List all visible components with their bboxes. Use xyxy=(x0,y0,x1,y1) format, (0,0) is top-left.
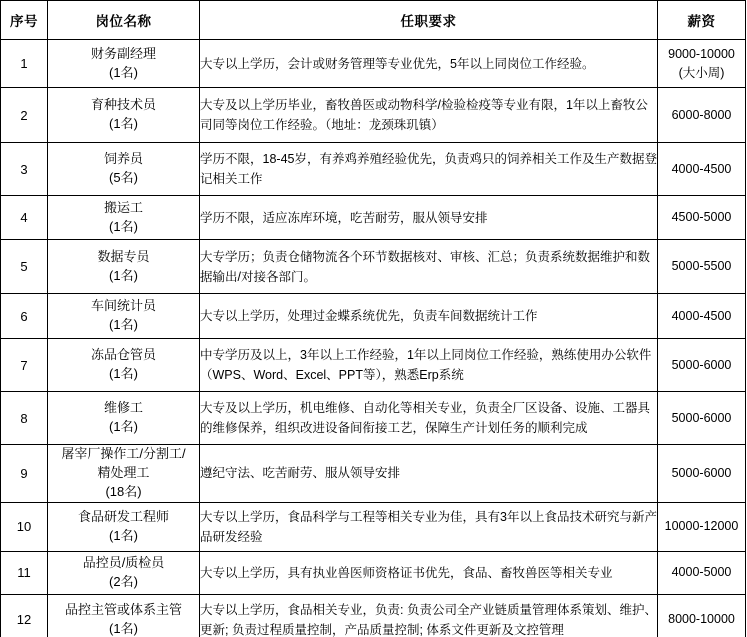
position-name-line1: 冻品仓管员 xyxy=(90,347,156,363)
position-salary xyxy=(658,392,746,445)
table-row xyxy=(1,339,746,392)
position-requirement: 大专以上学历，具有执业兽医师资格证书优先，食品、畜牧兽医等相关专业 xyxy=(200,551,658,594)
salary-range: 8000-10000 xyxy=(668,612,735,627)
position-count: (18名) xyxy=(105,483,142,499)
position-salary xyxy=(658,240,746,294)
table-row xyxy=(1,551,746,594)
position-count: (1名) xyxy=(109,527,138,543)
position-count: (2名) xyxy=(109,573,138,589)
position-name-line1: 饲养员 xyxy=(103,151,143,167)
salary-range: 4500-5000 xyxy=(671,210,732,225)
salary-range: 5000-6000 xyxy=(671,465,732,480)
column-header-position-name: 岗位名称 xyxy=(48,1,200,40)
position-count: (1名) xyxy=(109,267,138,283)
row-number: 3 xyxy=(1,143,48,196)
column-header-requirements: 任职要求 xyxy=(200,1,658,40)
position-requirement: 大专以上学历，食品科学与工程等相关专业为佳，具有3年以上食品技术研究与新产品研发经验 xyxy=(200,502,658,551)
table-header-row xyxy=(1,1,746,40)
position-requirement: 大专及以上学历毕业，畜牧兽医或动物科学/检验检疫等专业有限，1年以上畜牧公司同等岗位工作经验。（地址：龙颈珠玑镇） xyxy=(200,88,658,143)
salary-range: 5000-5500 xyxy=(671,259,732,274)
position-name xyxy=(48,88,200,143)
position-name-line1: 数据专员 xyxy=(97,248,150,264)
position-requirement: 大专以上学历，食品相关专业，负责: 负责公司全产业链质量管理体系策划、维护、更新; 负责过程质量控制，产品质量控制; 体系文件更新及文控管理 xyxy=(200,594,658,637)
position-count: (1名) xyxy=(109,366,138,381)
salary-range: 4000-4500 xyxy=(671,308,732,323)
position-salary xyxy=(658,88,746,143)
position-name xyxy=(48,143,200,196)
position-name xyxy=(48,502,200,551)
row-number: 9 xyxy=(1,445,48,503)
position-salary xyxy=(658,40,746,88)
position-name xyxy=(48,40,200,88)
position-salary xyxy=(658,594,746,637)
salary-range: 5000-6000 xyxy=(671,357,732,372)
position-count: (5名) xyxy=(109,170,138,185)
position-name xyxy=(48,551,200,594)
salary-range: 10000-12000 xyxy=(664,519,739,534)
position-count: (1名) xyxy=(109,620,138,636)
position-name-line2: 精处理工 xyxy=(97,464,150,480)
position-name xyxy=(48,294,200,339)
table-row xyxy=(1,40,746,88)
row-number: 5 xyxy=(1,240,48,294)
position-name-line1: 食品研发工程师 xyxy=(77,508,169,524)
table-row xyxy=(1,392,746,445)
position-name-line1: 车间统计员 xyxy=(90,298,156,314)
salary-range: 6000-8000 xyxy=(671,107,732,122)
position-name-line1: 品控主管或体系主管 xyxy=(64,601,182,617)
salary-range: 5000-6000 xyxy=(671,410,732,425)
position-salary xyxy=(658,502,746,551)
table-body xyxy=(1,40,746,637)
table-row xyxy=(1,502,746,551)
position-requirement: 大专及以上学历，机电维修、自动化等相关专业，负责全厂区设备、设施、工器具的维修保养，组织改进设备间衔接工艺，保障生产计划任务的顺利完成 xyxy=(200,392,658,445)
row-number: 7 xyxy=(1,339,48,392)
position-count: (1名) xyxy=(109,419,138,434)
position-salary xyxy=(658,143,746,196)
row-number: 4 xyxy=(1,196,48,240)
row-number: 1 xyxy=(1,40,48,88)
position-requirement: 学历不限，18-45岁，有养鸡养殖经验优先，负责鸡只的饲养相关工作及生产数据登记相关工作 xyxy=(200,143,658,196)
column-header-salary: 薪资 xyxy=(658,1,746,40)
position-name-line1: 育种技术员 xyxy=(90,97,156,113)
table-row xyxy=(1,445,746,503)
position-count: (1名) xyxy=(109,317,138,332)
row-number: 12 xyxy=(1,594,48,637)
salary-range: 4000-5000 xyxy=(671,565,732,580)
row-number: 6 xyxy=(1,294,48,339)
position-salary xyxy=(658,551,746,594)
position-name xyxy=(48,445,200,503)
row-number: 2 xyxy=(1,88,48,143)
table-row xyxy=(1,594,746,637)
column-header-no: 序号 xyxy=(1,1,48,40)
table-row xyxy=(1,143,746,196)
position-name xyxy=(48,594,200,637)
position-requirement: 遵纪守法、吃苦耐劳、服从领导安排 xyxy=(200,445,658,503)
position-name-line1: 屠宰厂操作工/分割工/ xyxy=(61,446,186,461)
table-row xyxy=(1,294,746,339)
position-count: (1名) xyxy=(109,218,138,234)
salary-range: 9000-10000 xyxy=(668,46,735,61)
position-name-line1: 品控员/质检员 xyxy=(82,554,165,570)
row-number: 11 xyxy=(1,551,48,594)
position-name-line1: 维修工 xyxy=(103,400,143,416)
row-number: 10 xyxy=(1,502,48,551)
position-salary xyxy=(658,339,746,392)
table-row xyxy=(1,88,746,143)
position-requirement: 大专以上学历，会计或财务管理等专业优先，5年以上同岗位工作经验。 xyxy=(200,40,658,88)
table-header xyxy=(1,1,746,40)
table-row xyxy=(1,196,746,240)
position-name xyxy=(48,339,200,392)
table-row xyxy=(1,240,746,294)
position-salary xyxy=(658,294,746,339)
position-count: (1名) xyxy=(109,116,138,131)
row-number: 8 xyxy=(1,392,48,445)
position-count: (1名) xyxy=(109,64,138,80)
position-name-line1: 搬运工 xyxy=(103,199,143,215)
position-salary xyxy=(658,196,746,240)
position-requirement: 大专以上学历，处理过金蝶系统优先，负责车间数据统计工作 xyxy=(200,294,658,339)
position-salary xyxy=(658,445,746,503)
position-name-line1: 财务副经理 xyxy=(90,45,156,61)
salary-note: (大小周) xyxy=(678,65,725,80)
position-requirement: 学历不限，适应冻库环境，吃苦耐劳，服从领导安排 xyxy=(200,196,658,240)
position-name xyxy=(48,240,200,294)
position-requirement: 大专学历；负责仓储物流各个环节数据核对、审核、汇总；负责系统数据维护和数据输出/对接各部门。 xyxy=(200,240,658,294)
position-requirement: 中专学历及以上，3年以上工作经验，1年以上同岗位工作经验，熟练使用办公软件（WPS、Word、Excel、PPT等），熟悉Erp系统 xyxy=(200,339,658,392)
position-name xyxy=(48,196,200,240)
salary-range: 4000-4500 xyxy=(671,161,732,176)
position-name xyxy=(48,392,200,445)
